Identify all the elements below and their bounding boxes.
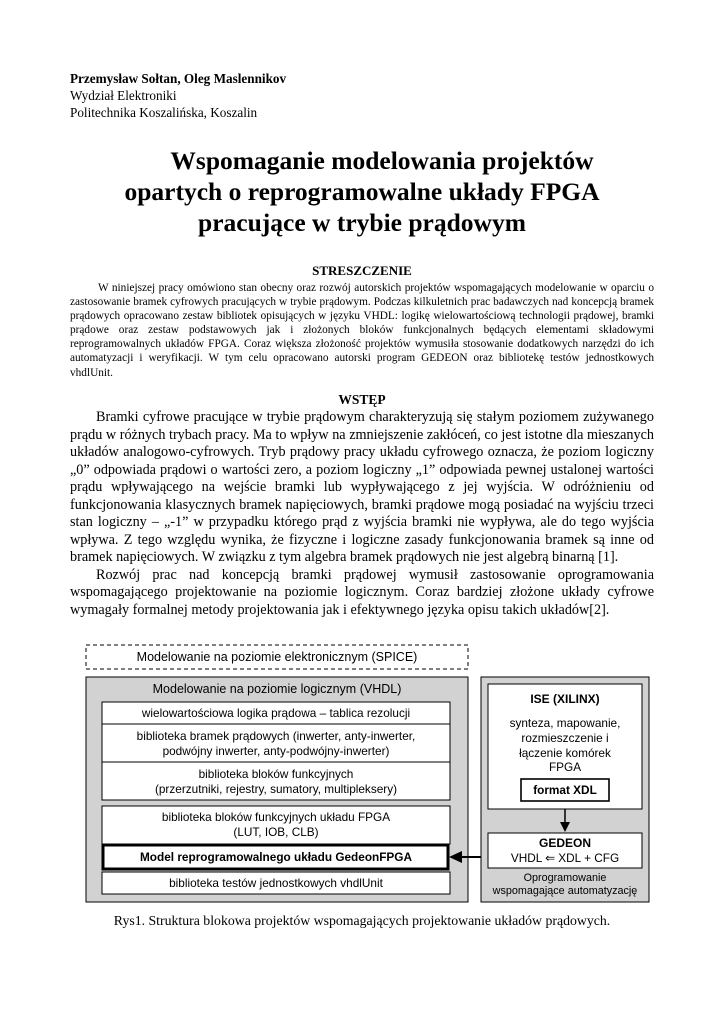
gates-library-line-1: biblioteka bramek prądowych (inwerter, anty-inwerter, (136, 729, 416, 743)
ise-line-3: łączenie komórek (519, 746, 611, 760)
abstract-heading: STRESZCZENIE (312, 263, 412, 278)
author-department: Wydział Elektroniki (70, 88, 177, 103)
title-line-2: opartych o reprogramowalne układy FPGA (124, 177, 600, 206)
author-names: Przemysław Sołtan, Oleg Maslennikov (70, 71, 287, 86)
format-xdl-label: format XDL (533, 783, 597, 797)
fpga-blocks-line-1: biblioteka bloków funkcyjnych układu FPGA (161, 810, 391, 824)
title-line-1: Wspomaganie modelowania projektów (170, 146, 594, 175)
fpga-blocks-line-2: (LUT, IOB, CLB) (233, 825, 319, 839)
automation-line-1: Oprogramowanie (523, 872, 607, 884)
ise-line-2: rozmieszczenie i (521, 731, 609, 745)
intro-paragraph-1: Bramki cyfrowe pracujące w trybie prądowym charakteryzują się stałym poziomem zużywanego prądu w różnych trybach pracy. Ma to wpływ na zmniejszenie zakłóceń, co jest istotne dla mieszanych układów analogowo-cyfrowych. Tryb prądowy pracy układu cyfrowego oznacza, że poziom logiczny „0” odpowiada prądowi o wartości zero, a poziom logiczny „1” odpowiada pewnej ustalonej wartości prądu wpływającego na wejście bramki lub wypływającego z jej wyjścia. W odróżnieniu od funkcjonowania klasycznych bramek napięciowych, bramki prądowe mogą posiadać na wyjściu trzeci stan logiczny – „-1” w przypadku którego prąd z wyjścia bramki nie wypływa, ale do tego wyjścia wpływa. Z tego względu wynika, że fizyczne i logiczne zasady funkcjonowania bramek są inne od bramek napięciowych. W związku z tym algebra bramek prądowych nie jest algebrą binarną [1]. (70, 409, 654, 565)
abstract-text: W niniejszej pracy omówiono stan obecny oraz rozwój autorskich projektów wspomagających modelowanie w oparciu o zastosowanie bramek cyfrowych pracujących w trybie prądowym. Podczas kilkuletnich prac badawczych nad koncepcją bramek prądowych opracowano zestaw bibliotek opisujących w języku VHDL: logikę wielowartościową technologii prądowej, bramki prądowe oraz zestaw podstawowych jak i złożonych bloków funkcjonalnych będących elementami składowymi reprogramowalnych układów FPGA. Coraz większa złożoność projektów wymusiła stosowanie dodatkowych narzędzi do ich automatyzacji i weryfikacji. W tym celu opracowano autorski program GEDEON oraz bibliotekę testów jednostkowych vhdlUnit. (70, 282, 654, 379)
blocks-library-line-1: biblioteka bloków funkcyjnych (198, 767, 354, 781)
multivalued-logic-label: wielowartościowa logika prądowa – tablica rezolucji (141, 706, 411, 720)
gates-library-line-2: podwójny inwerter, anty-podwójny-inwerter) (162, 744, 390, 758)
intro-paragraph-2: Rozwój prac nad koncepcją bramki prądowej wymusił zastosowanie oprogramowania wspomagającego projektowanie na poziomie logicznym. Coraz bardziej złożone układy cyfrowe wymagały formalnej metody projektowania jak i efektywnego języka opisu takich układów[2]. (70, 566, 654, 618)
author-institution: Politechnika Koszalińska, Koszalin (70, 105, 258, 120)
ise-title: ISE (XILINX) (530, 692, 600, 706)
gedeon-conversion: VHDL ⇐ XDL + CFG (510, 851, 620, 865)
automation-line-2: wspomagające automatyzację (492, 885, 638, 897)
title-line-3: pracujące w trybie prądowym (198, 208, 526, 237)
blocks-library-line-2: (przerzutniki, rejestry, sumatory, multipleksery) (154, 782, 398, 796)
gedeon-fpga-model-label: Model reprogramowalnego układu GedeonFPGA (139, 850, 413, 864)
vhdl-label: Modelowanie na poziomie logicznym (VHDL) (152, 682, 402, 696)
ise-line-1: synteza, mapowanie, (509, 716, 621, 730)
figure-caption: Rys1. Struktura blokowa projektów wspomagających projektowanie układów prądowych. (113, 913, 611, 928)
ise-line-4: FPGA (548, 760, 582, 774)
vhdlunit-tests-label: biblioteka testów jednostkowych vhdlUnit (169, 876, 383, 890)
spice-label: Modelowanie na poziomie elektronicznym (SPICE) (136, 650, 418, 664)
intro-heading: WSTĘP (338, 392, 386, 407)
gedeon-title: GEDEON (538, 836, 592, 850)
